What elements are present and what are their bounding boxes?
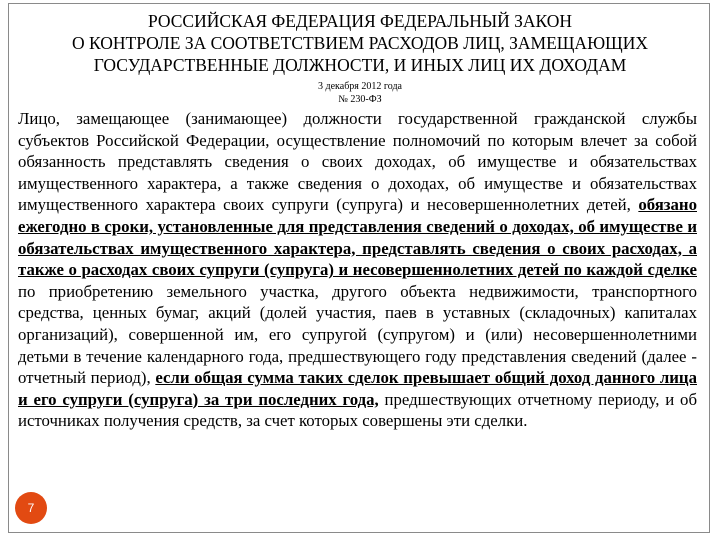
threshold-emphasis: если общая сумма таких сделок превышает общий доход данного лица и его супруги (супруга) за три последних года, (18, 368, 697, 409)
law-title (20, 10, 700, 76)
law-date: 3 декабря 2012 года (318, 81, 402, 92)
body-paragraph (18, 108, 697, 432)
law-number: № 230-ФЗ (338, 94, 382, 105)
title-line-2: О КОНТРОЛЕ ЗА СООТВЕТСТВИЕМ РАСХОДОВ ЛИЦ, ЗАМЕЩАЮЩИХ (71, 33, 648, 53)
body-part-2: по приобретению земельного участка, другого объекта недвижимости, транспортного средства, ценных бумаг, акций (долей участия, паев в уставных (складочных) капиталах организаций), совершенной им, его супругой (супругом) и (или) несовершеннолетними детьми в течение календарного года, предшествующего году представления сведений (далее - отчетный период), (18, 281, 697, 388)
law-meta (20, 80, 700, 106)
body-part-3: предшествующих отчетному периоду, и об источниках получения средств, за счет которых совершены эти сделки. (18, 389, 697, 431)
law-body (18, 108, 697, 432)
page-number-badge: 7 (15, 492, 47, 524)
obligation-emphasis: обязано ежегодно в сроки, установленные для представления сведений о доходах, об имуществе и обязательствах имущественного характера, представлять сведения о своих расходах, а также о расходах своих супруги (супруга) и несовершеннолетних детей по каждой сделке (18, 195, 697, 280)
title-line-1: РОССИЙСКАЯ ФЕДЕРАЦИЯ ФЕДЕРАЛЬНЫЙ ЗАКОН (147, 11, 573, 31)
title-line-3: ГОСУДАРСТВЕННЫЕ ДОЛЖНОСТИ, И ИНЫХ ЛИЦ ИХ ДОХОДАМ (93, 55, 627, 75)
body-part-1: Лицо, замещающее (занимающее) должности государственной гражданской службы субъектов Российской Федерации, осуществление полномочий по которым влечет за собой обязанность представлять сведения о своих доходах, об имуществе и обязательствах имущественного характера, а также сведения о доходах, об имуществе и обязательствах имущественного характера своих супруги (супруга) и несовершеннолетних детей, (18, 109, 697, 215)
